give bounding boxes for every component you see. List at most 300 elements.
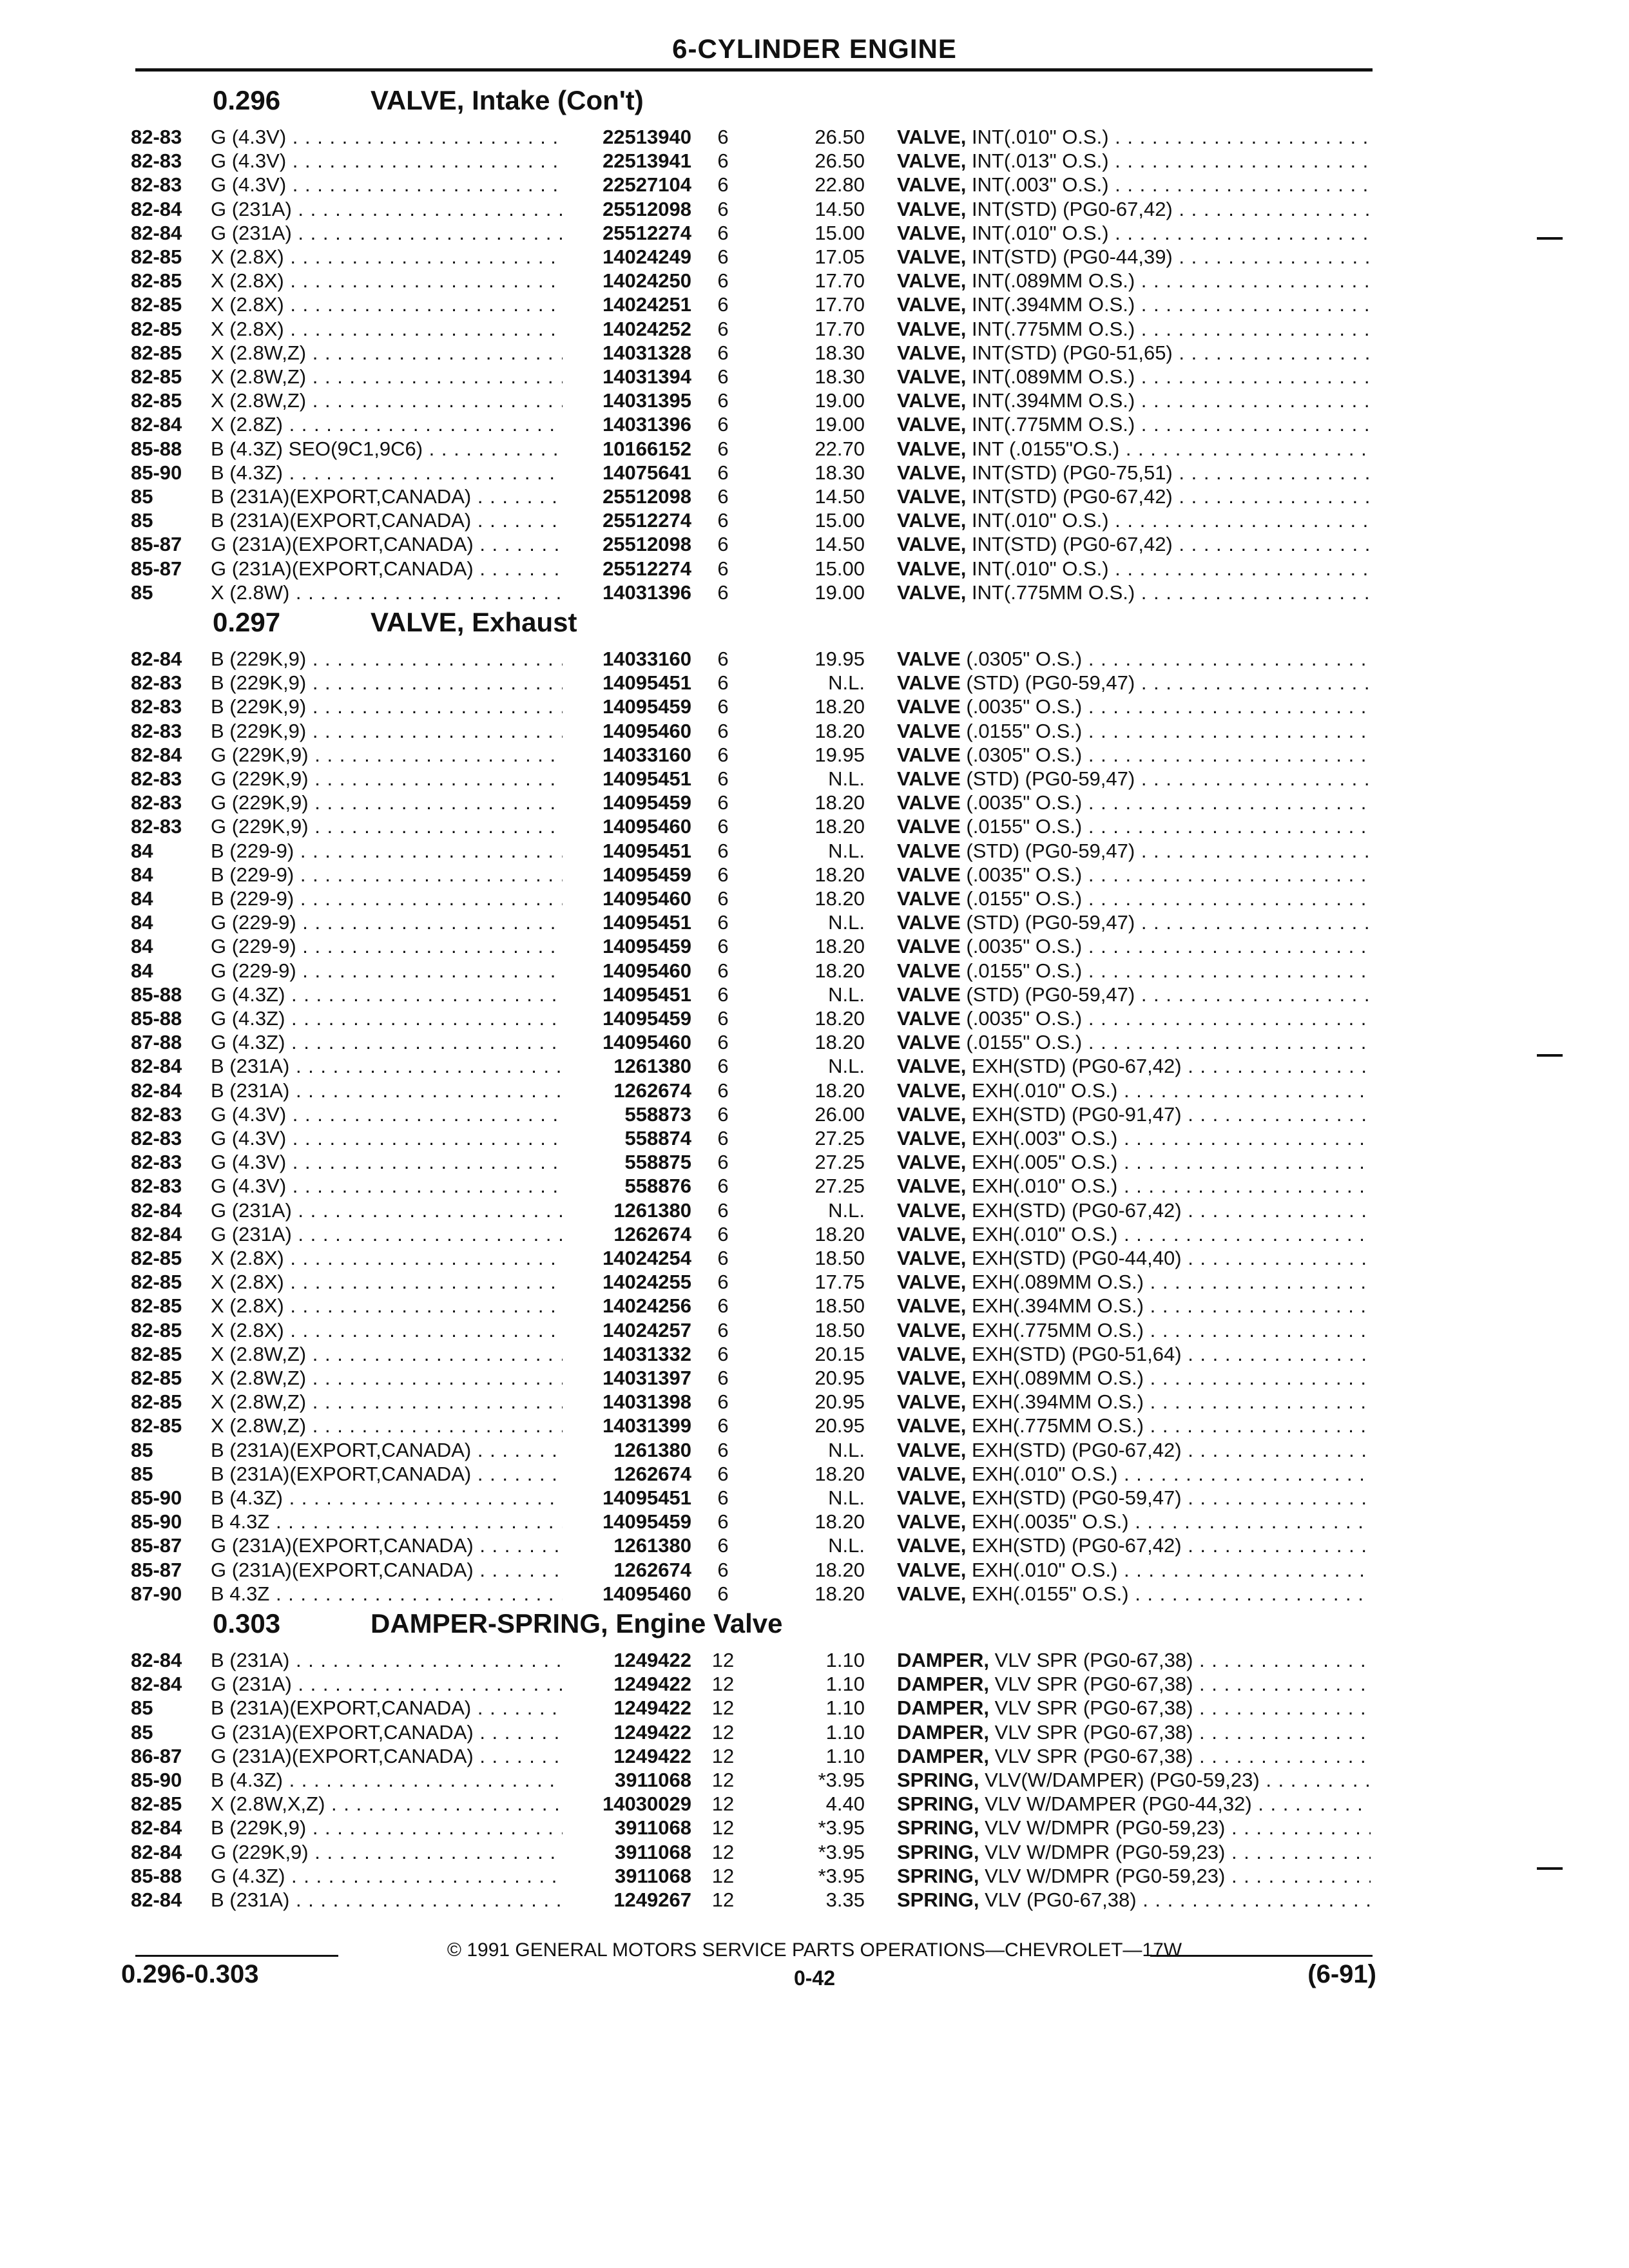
application-description: B 4.3Z . . .: [211, 1582, 563, 1606]
model-years: 82-85: [131, 317, 182, 340]
nomenclature-detail: EXH(.010" O.S.) . . .: [966, 1223, 1371, 1245]
price: 18.20: [815, 1558, 865, 1581]
application-description: X (2.8X) . . .: [211, 1318, 563, 1342]
nomenclature-noun: VALVE,: [897, 317, 967, 340]
nomenclature-noun: VALVE,: [897, 1151, 967, 1174]
table-row: [0, 767, 1629, 791]
nomenclature: [897, 1558, 1371, 1582]
nomenclature-detail: INT(.089MM O.S.) . . .: [966, 365, 1371, 388]
quantity: 6: [717, 1102, 729, 1126]
part-number: 1262674: [613, 1558, 691, 1581]
part-number: 14095459: [602, 1007, 691, 1030]
quantity: 6: [717, 1438, 729, 1461]
nomenclature: [897, 269, 1371, 293]
application-description: B (4.3Z) . . .: [211, 461, 563, 485]
footer-revision-date: (6-91): [1307, 1960, 1376, 1988]
nomenclature-detail: INT(.013" O.S.) . . .: [966, 149, 1371, 172]
table-row: [0, 269, 1629, 293]
price: 27.25: [815, 1127, 865, 1149]
model-years: 84: [131, 935, 153, 958]
nomenclature-noun: VALVE,: [897, 1102, 967, 1126]
price: 20.95: [815, 1367, 865, 1389]
nomenclature: [897, 1150, 1371, 1174]
price: 18.20: [815, 1031, 865, 1054]
quantity: 6: [717, 1175, 729, 1198]
nomenclature-detail: INT (.0155"O.S.) . . .: [966, 437, 1371, 460]
quantity: 6: [717, 581, 729, 604]
price: 20.95: [815, 1414, 865, 1437]
nomenclature-detail: INT(.003" O.S.) . . .: [966, 173, 1371, 196]
application-description: B (4.3Z) . . .: [211, 1486, 563, 1510]
nomenclature: [897, 934, 1371, 958]
quantity: 6: [717, 1367, 729, 1389]
nomenclature-detail: (STD) (PG0-59,47) . . .: [961, 767, 1371, 790]
part-number: 10166152: [602, 437, 691, 460]
nomenclature-detail: INT(STD) (PG0-67,42) . . .: [966, 533, 1371, 555]
price: 18.50: [815, 1318, 865, 1341]
model-years: 85: [131, 485, 153, 508]
price: N.L.: [828, 983, 865, 1006]
model-years: 85: [131, 509, 153, 532]
table-row: [0, 1030, 1629, 1054]
table-row: [0, 1174, 1629, 1198]
price: *3.95: [818, 1840, 865, 1863]
table-row: [0, 389, 1629, 412]
nomenclature-noun: SPRING,: [897, 1816, 979, 1840]
table-row: [0, 1006, 1629, 1030]
table-row: [0, 1246, 1629, 1270]
quantity: 12: [711, 1673, 735, 1696]
nomenclature-noun: VALVE: [897, 935, 961, 958]
application-description: X (2.8W) . . .: [211, 581, 563, 604]
nomenclature: [897, 1318, 1371, 1342]
nomenclature: [897, 887, 1371, 910]
application-description: B (229K,9) . . .: [211, 719, 563, 743]
section-title: DAMPER-SPRING, Engine Valve: [371, 1608, 783, 1639]
application-description: G (231A)(EXPORT,CANADA) . . .: [211, 1744, 563, 1768]
model-years: 84: [131, 863, 153, 886]
nomenclature: [897, 1126, 1371, 1150]
part-number: 14024249: [602, 245, 691, 268]
model-years: 85-90: [131, 461, 182, 484]
model-years: 82-83: [131, 1127, 182, 1149]
nomenclature-noun: VALVE,: [897, 1534, 967, 1557]
nomenclature: [897, 647, 1371, 671]
model-years: 82-85: [131, 1294, 182, 1318]
nomenclature: [897, 1438, 1371, 1462]
application-description: G (229K,9) . . .: [211, 814, 563, 838]
nomenclature-detail: EXH(STD) (PG0-67,42) . . .: [966, 1199, 1371, 1222]
nomenclature: [897, 1744, 1371, 1768]
table-row: [0, 581, 1629, 604]
margin-mark: [1537, 237, 1563, 240]
nomenclature-noun: VALVE: [897, 959, 961, 982]
application-description: X (2.8X) . . .: [211, 1294, 563, 1318]
part-number: 14024255: [602, 1271, 691, 1294]
nomenclature-noun: VALVE: [897, 695, 961, 718]
nomenclature: [897, 983, 1371, 1006]
nomenclature: [897, 581, 1371, 604]
application-description: X (2.8X) . . .: [211, 269, 563, 293]
application-description: B (231A) . . .: [211, 1079, 563, 1102]
table-row: [0, 743, 1629, 767]
quantity: 6: [717, 1007, 729, 1030]
quantity: 6: [717, 1079, 729, 1102]
quantity: 6: [717, 317, 729, 340]
application-description: B (229-9) . . .: [211, 887, 563, 910]
nomenclature: [897, 791, 1371, 814]
model-years: 85: [131, 581, 153, 604]
part-number: 14024254: [602, 1247, 691, 1269]
quantity: 6: [717, 365, 729, 388]
nomenclature-noun: DAMPER,: [897, 1673, 989, 1696]
nomenclature-detail: EXH(STD) (PG0-67,42) . . .: [966, 1439, 1371, 1461]
nomenclature-detail: (.0305" O.S.) . . .: [961, 648, 1371, 670]
quantity: 6: [717, 791, 729, 814]
nomenclature-noun: VALVE,: [897, 1271, 967, 1294]
nomenclature-noun: VALVE,: [897, 245, 967, 268]
quantity: 6: [717, 126, 729, 148]
price: N.L.: [828, 1198, 865, 1222]
nomenclature: [897, 1030, 1371, 1054]
part-number: 14095459: [602, 791, 691, 814]
part-number: 14095451: [602, 1486, 691, 1509]
footer-page-number: 0-42: [793, 1966, 836, 1990]
nomenclature: [897, 695, 1371, 718]
nomenclature-detail: INT(.775MM O.S.) . . .: [966, 318, 1371, 340]
part-number: 1249422: [613, 1696, 691, 1720]
nomenclature: [897, 173, 1371, 197]
table-row: [0, 412, 1629, 436]
table-row: [0, 1126, 1629, 1150]
part-number: 1249422: [613, 1673, 691, 1696]
nomenclature-detail: (.0155" O.S.) . . .: [961, 959, 1371, 982]
application-description: X (2.8Z) . . .: [211, 412, 563, 436]
table-row: [0, 197, 1629, 221]
table-row: [0, 1294, 1629, 1318]
nomenclature: [897, 1390, 1371, 1414]
table-row: [0, 1438, 1629, 1462]
table-row: [0, 557, 1629, 581]
nomenclature-noun: VALVE,: [897, 126, 967, 148]
nomenclature-noun: VALVE,: [897, 437, 967, 460]
application-description: B (231A)(EXPORT,CANADA) . . .: [211, 1438, 563, 1462]
nomenclature-detail: INT(.775MM O.S.) . . .: [966, 581, 1371, 604]
part-number: 1249267: [613, 1888, 691, 1911]
price: N.L.: [828, 839, 865, 862]
part-number: 22513941: [602, 149, 691, 173]
price: 15.00: [815, 557, 865, 580]
table-row: [0, 485, 1629, 508]
nomenclature-detail: EXH(.775MM O.S.) . . .: [966, 1319, 1371, 1341]
model-years: 87-90: [131, 1582, 182, 1605]
nomenclature-noun: VALVE,: [897, 341, 967, 364]
price: 18.20: [815, 887, 865, 910]
model-years: 82-83: [131, 719, 182, 742]
part-number: 14031396: [602, 581, 691, 604]
price: 15.00: [815, 221, 865, 244]
application-description: B (4.3Z) . . .: [211, 1768, 563, 1792]
quantity: 6: [717, 1558, 729, 1581]
part-number: 1261380: [613, 1534, 691, 1557]
table-row: [0, 1462, 1629, 1486]
nomenclature-detail: VLV SPR (PG0-67,38) . . .: [989, 1745, 1371, 1767]
part-number: 14095460: [602, 887, 691, 910]
nomenclature-detail: EXH(STD) (PG0-91,47) . . .: [966, 1103, 1371, 1126]
table-row: [0, 1342, 1629, 1366]
nomenclature-noun: VALVE,: [897, 269, 967, 293]
nomenclature-noun: VALVE,: [897, 1247, 967, 1269]
nomenclature: [897, 1648, 1371, 1672]
nomenclature: [897, 1006, 1371, 1030]
quantity: 6: [717, 1510, 729, 1533]
quantity: 6: [717, 509, 729, 532]
quantity: 6: [717, 341, 729, 364]
footer-copyright: © 1991 GENERAL MOTORS SERVICE PARTS OPERATIONS—CHEVROLET—17W: [447, 1939, 1182, 1961]
model-years: 82-85: [131, 365, 182, 388]
model-years: 82-84: [131, 413, 182, 436]
quantity: 12: [711, 1792, 735, 1816]
nomenclature: [897, 959, 1371, 983]
price: 1.10: [825, 1673, 865, 1696]
part-number: 14031394: [602, 365, 691, 388]
nomenclature: [897, 149, 1371, 173]
part-number: 14095460: [602, 719, 691, 742]
application-description: B (229K,9) . . .: [211, 671, 563, 695]
price: 14.50: [815, 533, 865, 556]
price: 14.50: [815, 485, 865, 508]
application-description: B (229K,9) . . .: [211, 1816, 563, 1840]
nomenclature-detail: (.0035" O.S.) . . .: [961, 1007, 1371, 1030]
model-years: 82-84: [131, 1198, 182, 1222]
quantity: 6: [717, 935, 729, 958]
nomenclature-noun: DAMPER,: [897, 1696, 989, 1720]
table-row: [0, 1816, 1629, 1840]
part-number: 1261380: [613, 1055, 691, 1078]
part-number: 14024252: [602, 317, 691, 340]
price: *3.95: [818, 1769, 865, 1791]
model-years: 82-84: [131, 1816, 182, 1840]
nomenclature: [897, 671, 1371, 695]
model-years: 82-83: [131, 173, 182, 197]
price: 26.50: [815, 126, 865, 148]
nomenclature-noun: VALVE,: [897, 1198, 967, 1222]
application-description: X (2.8W,Z) . . .: [211, 1342, 563, 1366]
nomenclature: [897, 1672, 1371, 1696]
application-description: G (231A) . . .: [211, 1222, 563, 1246]
application-description: G (4.3V) . . .: [211, 149, 563, 173]
application-description: G (231A)(EXPORT,CANADA) . . .: [211, 1558, 563, 1582]
nomenclature: [897, 1720, 1371, 1744]
quantity: 12: [711, 1744, 735, 1767]
application-description: B (231A) . . .: [211, 1648, 563, 1672]
price: 26.00: [815, 1102, 865, 1126]
model-years: 85-90: [131, 1486, 182, 1509]
nomenclature-noun: VALVE: [897, 839, 961, 862]
model-years: 82-84: [131, 1673, 182, 1696]
nomenclature-detail: VLV W/DAMPER (PG0-44,32) . . .: [979, 1792, 1371, 1815]
nomenclature-noun: VALVE,: [897, 1318, 967, 1341]
price: 18.20: [815, 1462, 865, 1485]
price: N.L.: [828, 1438, 865, 1461]
part-number: 14095459: [602, 1510, 691, 1533]
nomenclature-detail: (.0155" O.S.) . . .: [961, 1031, 1371, 1053]
application-description: B (231A)(EXPORT,CANADA) . . .: [211, 1462, 563, 1486]
application-description: X (2.8W,X,Z) . . .: [211, 1792, 563, 1816]
quantity: 6: [717, 461, 729, 484]
application-description: G (229K,9) . . .: [211, 743, 563, 767]
model-years: 84: [131, 959, 153, 982]
part-number: 14095460: [602, 1031, 691, 1054]
table-row: [0, 1558, 1629, 1582]
quantity: 12: [711, 1840, 735, 1863]
part-number: 14024250: [602, 269, 691, 293]
table-row: [0, 839, 1629, 863]
price: N.L.: [828, 671, 865, 695]
nomenclature-detail: VLV W/DMPR (PG0-59,23) . . .: [979, 1816, 1371, 1839]
part-number: 558875: [624, 1151, 691, 1174]
nomenclature-detail: EXH(.089MM O.S.) . . .: [966, 1367, 1371, 1389]
application-description: B 4.3Z . . .: [211, 1510, 563, 1533]
part-number: 1249422: [613, 1744, 691, 1767]
part-number: 14095459: [602, 695, 691, 718]
part-number: 14031399: [602, 1414, 691, 1437]
model-years: 84: [131, 839, 153, 862]
nomenclature-detail: EXH(.010" O.S.) . . .: [966, 1175, 1371, 1197]
nomenclature: [897, 389, 1371, 412]
table-row: [0, 1720, 1629, 1744]
nomenclature-detail: EXH(.010" O.S.) . . .: [966, 1559, 1371, 1581]
nomenclature-detail: INT(.394MM O.S.) . . .: [966, 389, 1371, 412]
table-row: [0, 461, 1629, 485]
part-number: 14095459: [602, 863, 691, 886]
application-description: B (231A)(EXPORT,CANADA) . . .: [211, 1696, 563, 1720]
nomenclature: [897, 532, 1371, 556]
application-description: B (231A)(EXPORT,CANADA) . . .: [211, 508, 563, 532]
price: 17.05: [815, 245, 865, 268]
part-number: 14095451: [602, 671, 691, 695]
nomenclature-noun: VALVE: [897, 671, 961, 695]
price: 18.30: [815, 365, 865, 388]
nomenclature-detail: VLV W/DMPR (PG0-59,23) . . .: [979, 1865, 1371, 1887]
price: 19.00: [815, 581, 865, 604]
price: 18.20: [815, 1007, 865, 1030]
quantity: 6: [717, 959, 729, 982]
nomenclature-detail: EXH(STD) (PG0-44,40) . . .: [966, 1247, 1371, 1269]
quantity: 12: [711, 1816, 735, 1840]
model-years: 82-84: [131, 197, 182, 220]
section-code: 0.303: [213, 1608, 281, 1639]
price: N.L.: [828, 911, 865, 934]
nomenclature-noun: VALVE,: [897, 533, 967, 556]
nomenclature: [897, 1510, 1371, 1533]
nomenclature-noun: VALVE,: [897, 1079, 967, 1102]
quantity: 6: [717, 719, 729, 742]
nomenclature: [897, 1294, 1371, 1318]
quantity: 6: [717, 221, 729, 244]
nomenclature-detail: EXH(.010" O.S.) . . .: [966, 1463, 1371, 1485]
nomenclature: [897, 814, 1371, 838]
model-years: 82-84: [131, 743, 182, 766]
nomenclature-detail: (.0155" O.S.) . . .: [961, 887, 1371, 910]
price: N.L.: [828, 1055, 865, 1078]
nomenclature: [897, 743, 1371, 767]
nomenclature-detail: INT(.775MM O.S.) . . .: [966, 413, 1371, 436]
nomenclature: [897, 317, 1371, 341]
price: 18.30: [815, 461, 865, 484]
model-years: 82-83: [131, 671, 182, 695]
nomenclature-detail: INT(.010" O.S.) . . .: [966, 126, 1371, 148]
part-number: 14095451: [602, 983, 691, 1006]
nomenclature-noun: VALVE,: [897, 365, 967, 388]
table-row: [0, 532, 1629, 556]
nomenclature-noun: DAMPER,: [897, 1744, 989, 1767]
nomenclature: [897, 1462, 1371, 1486]
nomenclature-detail: INT(.394MM O.S.) . . .: [966, 293, 1371, 316]
model-years: 82-85: [131, 341, 182, 364]
quantity: 6: [717, 863, 729, 886]
quantity: 6: [717, 149, 729, 173]
price: 15.00: [815, 509, 865, 532]
nomenclature-noun: VALVE,: [897, 1510, 967, 1533]
price: 18.50: [815, 1294, 865, 1318]
price: 19.95: [815, 648, 865, 670]
quantity: 6: [717, 983, 729, 1006]
nomenclature-detail: EXH(.0035" O.S.) . . .: [966, 1510, 1371, 1533]
part-number: 14033160: [602, 743, 691, 766]
quantity: 6: [717, 1271, 729, 1294]
table-row: [0, 959, 1629, 983]
nomenclature-detail: EXH(STD) (PG0-59,47) . . .: [966, 1486, 1371, 1509]
part-number: 14024256: [602, 1294, 691, 1318]
quantity: 6: [717, 293, 729, 316]
table-row: [0, 221, 1629, 245]
nomenclature: [897, 437, 1371, 461]
application-description: G (4.3V) . . .: [211, 173, 563, 197]
nomenclature-detail: VLV (PG0-67,38) . . .: [979, 1888, 1371, 1911]
nomenclature: [897, 1792, 1371, 1816]
table-row: [0, 1840, 1629, 1864]
model-years: 84: [131, 911, 153, 934]
nomenclature-noun: VALVE,: [897, 1582, 967, 1605]
nomenclature-detail: (.0035" O.S.) . . .: [961, 863, 1371, 886]
nomenclature-noun: SPRING,: [897, 1864, 979, 1887]
price: 1.10: [825, 1744, 865, 1767]
table-row: [0, 245, 1629, 269]
nomenclature: [897, 1174, 1371, 1198]
part-number: 14024251: [602, 293, 691, 316]
nomenclature-detail: (.0035" O.S.) . . .: [961, 935, 1371, 957]
model-years: 82-83: [131, 1151, 182, 1174]
application-description: G (4.3V) . . .: [211, 1150, 563, 1174]
application-description: G (4.3Z) . . .: [211, 1864, 563, 1888]
nomenclature-detail: VLV(W/DAMPER) (PG0-59,23) . . .: [979, 1769, 1371, 1791]
table-row: [0, 934, 1629, 958]
nomenclature-detail: (.0035" O.S.) . . .: [961, 695, 1371, 718]
model-years: 82-85: [131, 1247, 182, 1269]
part-number: 3911068: [615, 1769, 691, 1791]
quantity: 6: [717, 671, 729, 695]
application-description: G (231A) . . .: [211, 1672, 563, 1696]
nomenclature-noun: VALVE,: [897, 293, 967, 316]
application-description: G (231A) . . .: [211, 221, 563, 245]
nomenclature-noun: VALVE,: [897, 581, 967, 604]
price: 18.20: [815, 695, 865, 718]
nomenclature-noun: VALVE,: [897, 461, 967, 484]
quantity: 6: [717, 557, 729, 580]
nomenclature-detail: (STD) (PG0-59,47) . . .: [961, 671, 1371, 694]
model-years: 85: [131, 1462, 153, 1485]
